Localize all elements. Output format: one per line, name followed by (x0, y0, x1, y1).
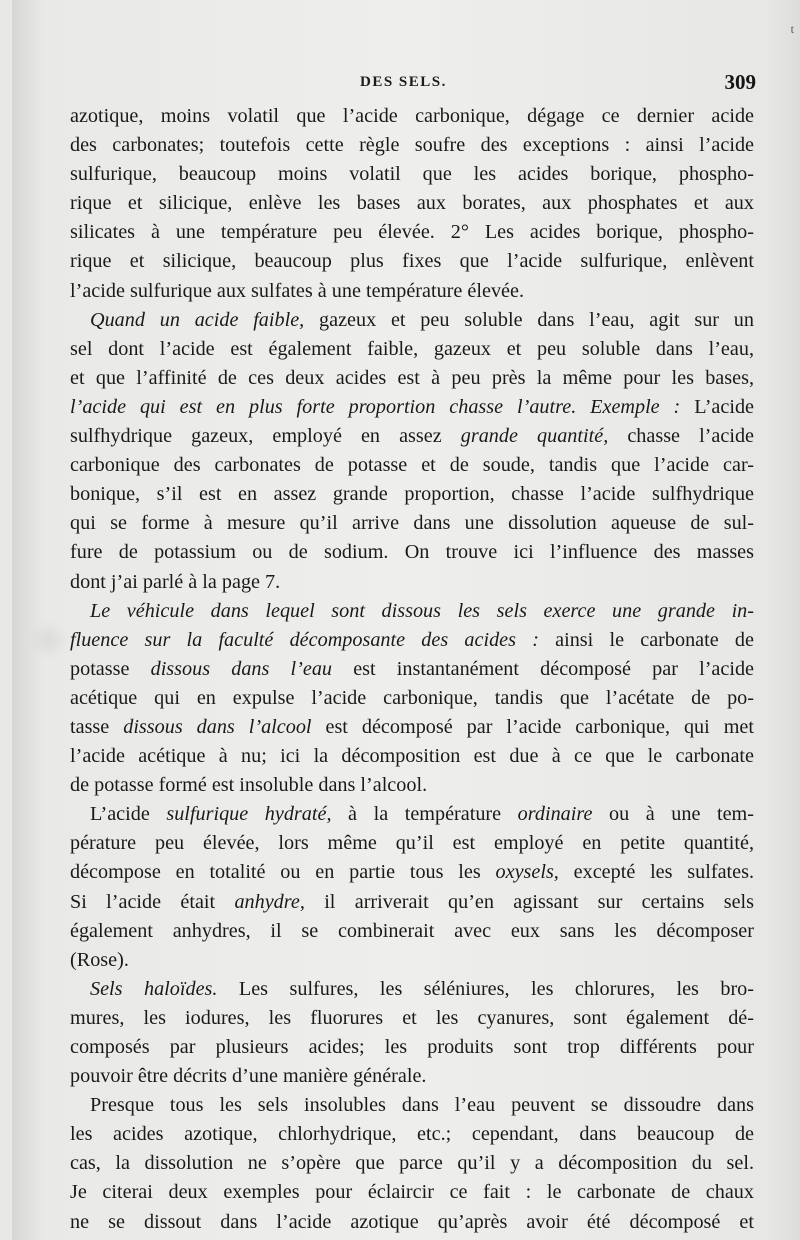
text-line: Je citerai deux exemples pour éclaircir ce fait : le carbonate de chaux (70, 1181, 754, 1204)
text-line: ne se dissout dans l’acide azotique qu’après avoir été décomposé et (70, 1210, 754, 1233)
line-text: chasse l’acide (608, 425, 754, 448)
text-line: pouvoir être décrits d’une manière générale. (70, 1065, 427, 1088)
text-line: et que l’affinité de ces deux acides est à peu près la même pour les bases, (70, 366, 754, 389)
line-text: gazeux et peu soluble dans l’eau, agit sur un (304, 308, 754, 331)
text-line: Le véhicule dans lequel sont dissous les sels exerce une grande in- (90, 599, 754, 622)
text-line (70, 655, 754, 684)
text-line: acétique qui en expulse l’acide carbonique, tandis que l’acétate de po- (70, 686, 754, 709)
text-line: l’acide acétique à nu; ici la décomposition est due à ce que le carbonate (70, 745, 754, 768)
text-line (70, 888, 754, 917)
text-line: de potasse formé est insoluble dans l’alcool. (70, 774, 428, 797)
italic-text: grande quantité, (460, 425, 609, 448)
text-line: azotique, moins volatil que l’acide carbonique, dégage ce dernier acide (70, 105, 754, 127)
paragraph-3 (70, 597, 754, 801)
text-line (70, 422, 754, 451)
line-text: à la température (331, 803, 518, 826)
text-line: rique et silicique, beaucoup plus fixes que l’acide sulfurique, enlèvent (70, 250, 754, 273)
italic-text: ordinaire (517, 803, 593, 826)
text-line: fure de potassium ou de sodium. On trouve ici l’influence des masses (70, 541, 754, 564)
paragraph-6 (70, 1091, 754, 1236)
line-text: est décomposé par l’acide carbonique, qui met (311, 715, 754, 738)
italic-text: dissous dans l’alcool (123, 715, 312, 738)
paragraph-2 (70, 306, 754, 597)
line-text: est instantanément décomposé par l’acide (332, 657, 755, 680)
italic-text: sulfurique hydraté, (166, 803, 332, 826)
text-line: également anhydres, il se combinerait avec eux sans les décomposer (70, 919, 754, 942)
text-line (70, 800, 754, 829)
italic-text: fluence sur la faculté décomposante des acides : (70, 628, 539, 651)
line-text: potasse (70, 657, 151, 680)
paragraph-4 (70, 800, 754, 975)
text-line (70, 975, 754, 1004)
line-text: sulfhydrique gazeux, employé en assez (70, 425, 461, 448)
italic-text: oxysels, (495, 861, 559, 884)
text-line: composés par plusieurs acides; les produits sont trop différents pour (70, 1036, 754, 1058)
line-text: il arriverait qu’en agissant sur certains sels (304, 890, 754, 913)
line-text: L’acide (680, 395, 754, 418)
page-number: 309 (724, 70, 756, 94)
text-line: Presque tous les sels insolubles dans l’eau peuvent se dissoudre dans (90, 1094, 754, 1117)
running-title: DES SELS. (360, 74, 447, 90)
text-line: dont j’ai parlé à la page 7. (70, 570, 281, 593)
line-text: L’acide (90, 803, 167, 826)
text-line: l’acide sulfurique aux sulfates à une température élevée. (70, 279, 525, 302)
line-text: ou à une tem- (592, 803, 754, 826)
text-line: carbonique des carbonates de potasse et de soude, tandis que l’acide car- (70, 454, 754, 477)
text-line: des carbonates; toutefois cette règle soufre des exceptions : ainsi l’acide (70, 134, 754, 157)
text-line: les acides azotique, chlorhydrique, etc.; cependant, dans beaucoup de (70, 1123, 754, 1146)
line-text: décompose en totalité ou en partie tous les (70, 861, 496, 884)
text-line: rique et silicique, enlève les bases aux borates, aux phosphates et aux (70, 192, 754, 215)
text-line: bonique, s’il est en assez grande proportion, chasse l’acide sulfhydrique (70, 483, 754, 506)
paper-stain (28, 620, 68, 660)
text-line (70, 393, 754, 422)
italic-text: Sels haloïdes. (90, 977, 218, 1000)
line-text: Si l’acide était (70, 890, 235, 913)
text-line (70, 626, 754, 655)
line-text: excepté les sulfates. (558, 861, 754, 884)
line-text: Les sulfures, les séléniures, les chlorures, les bro- (217, 977, 754, 1000)
edge-mark: t (790, 22, 794, 36)
text-line: sulfurique, beaucoup moins volatil que les acides borique, phospho- (70, 163, 754, 186)
text-line: silicates à une température peu élevée. 2° Les acides borique, phospho- (70, 221, 754, 244)
paragraph-5 (70, 975, 754, 1091)
text-line (70, 858, 754, 887)
text-line: (Rose). (70, 948, 129, 971)
body-text (70, 102, 754, 1237)
italic-text: anhydre, (234, 890, 305, 913)
text-line: qui se forme à mesure qu’il arrive dans une dissolution aqueuse de sul- (70, 512, 754, 535)
text-line (70, 306, 754, 335)
text-line (70, 713, 754, 742)
italic-text: dissous dans l’eau (150, 657, 333, 680)
line-text: tasse (70, 715, 124, 738)
line-text: ainsi le carbonate de (538, 628, 754, 651)
text-line: mures, les iodures, les fluorures et les cyanures, sont également dé- (70, 1006, 754, 1029)
paragraph-1 (70, 102, 754, 306)
text-line: cas, la dissolution ne s’opère que parce qu’il y a décomposition du sel. (70, 1152, 754, 1175)
text-line: pérature peu élevée, lors même qu’il est employé en petite quantité, (70, 832, 754, 855)
text-line: sel dont l’acide est également faible, gazeux et peu soluble dans l’eau, (70, 337, 754, 360)
italic-text: l’acide qui est en plus forte proportion chasse l’autre. Exemple : (70, 395, 681, 418)
italic-text: Quand un acide faible, (90, 308, 305, 331)
